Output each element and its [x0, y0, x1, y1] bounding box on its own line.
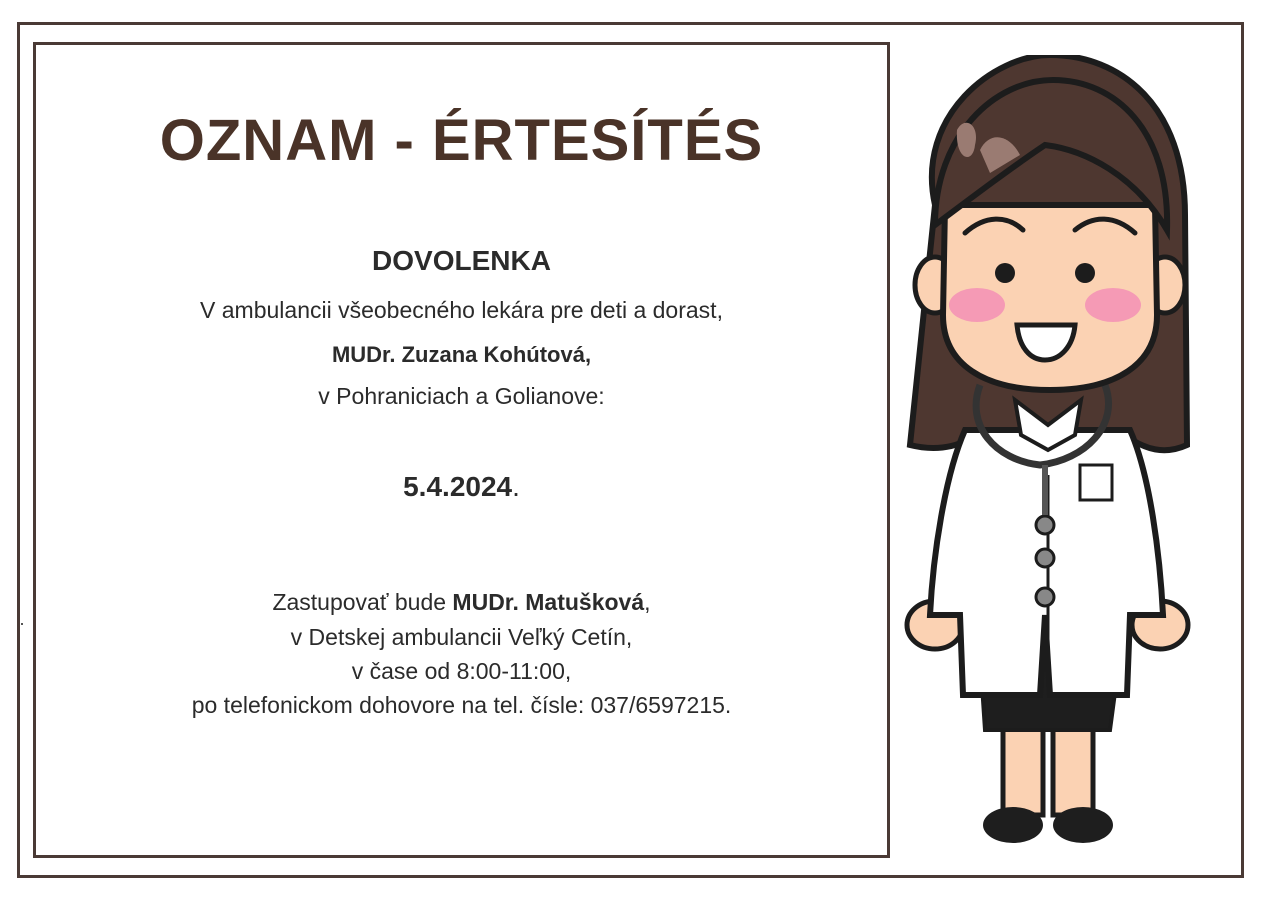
date-value: 5.4.2024: [403, 471, 513, 502]
substitute-location: v Detskej ambulancii Veľký Cetín,: [290, 624, 633, 650]
phone-line: po telefonickom dohovore na tel. čísle: 037/6597215.: [191, 692, 732, 718]
substitute-name: MUDr. Matušková: [452, 589, 645, 615]
coat-button: [1036, 588, 1054, 606]
right-shoe: [1053, 807, 1113, 843]
doctor-cartoon-icon: [895, 55, 1200, 855]
edge-mark: [21, 623, 23, 625]
right-eye: [1075, 263, 1095, 283]
substitute-line: [36, 589, 887, 616]
intro-line: V ambulancii všeobecného lekára pre deti a dorast,: [200, 297, 723, 323]
coat-pocket: [1080, 465, 1112, 500]
right-cheek: [1085, 288, 1141, 322]
notice-subtitle: DOVOLENKA: [372, 245, 551, 276]
coat-button: [1036, 516, 1054, 534]
doctor-name: MUDr. Zuzana Kohútová,: [331, 342, 592, 367]
notice-title: OZNAM - ÉRTESÍTÉS: [159, 108, 764, 173]
locations-line: v Pohraniciach a Golianove:: [318, 383, 605, 409]
left-cheek: [949, 288, 1005, 322]
left-shoe: [983, 807, 1043, 843]
left-eye: [995, 263, 1015, 283]
substitute-suffix: ,: [644, 589, 651, 615]
substitute-prefix: Zastupovať bude: [272, 589, 453, 615]
notice-box: [33, 42, 890, 858]
date-line: [36, 471, 887, 503]
coat-button: [1036, 549, 1054, 567]
notice-content: [36, 45, 887, 855]
date-suffix: .: [512, 471, 520, 502]
hours-line: v čase od 8:00-11:00,: [351, 658, 572, 684]
